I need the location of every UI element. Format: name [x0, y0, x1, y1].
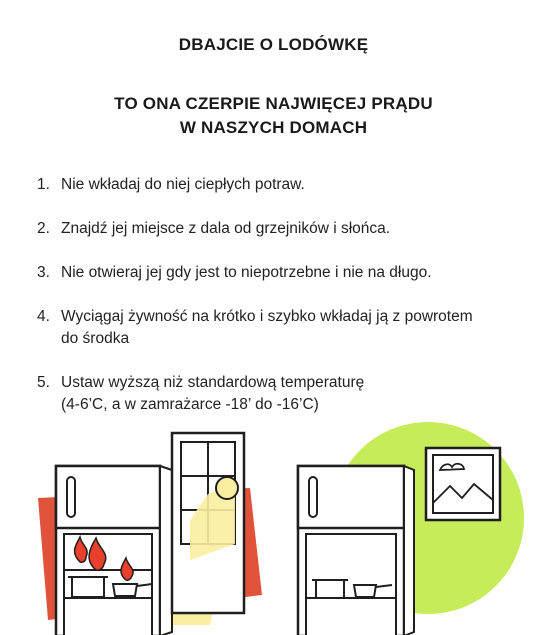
tip-text: Ustaw wyższą niż standardową temperaturę (4-6’C, a w zamrażarce -18’ do -16’C) — [61, 374, 365, 413]
landscape-picture-icon — [426, 448, 500, 520]
tip-number: 3. — [37, 264, 50, 281]
tip-item — [37, 262, 517, 284]
red-block — [38, 488, 262, 620]
tip-number: 1. — [37, 176, 50, 193]
tip-item — [37, 174, 517, 196]
subtitle-line-2: W NASZYCH DOMACH — [179, 118, 368, 137]
page-subtitle — [0, 92, 547, 140]
tip-item — [37, 218, 517, 240]
green-circle — [332, 422, 524, 614]
fridge-open-hot-food-icon — [38, 466, 262, 635]
tip-item — [37, 306, 517, 350]
subtitle-line-1: TO ONA CZERPIE NAJWIĘCEJ PRĄDU — [114, 94, 433, 113]
tip-text: Wyciągaj żywność na krótko i szybko wkładaj ją z powrotem do środka — [61, 308, 473, 347]
flame-icon — [75, 537, 134, 580]
page-title: DBAJCIE O LODÓWKĘ — [178, 35, 369, 54]
tip-text: Nie otwieraj jej gdy jest to niepotrzebne i nie na długo. — [61, 264, 432, 281]
sun-icon — [216, 477, 238, 499]
tip-number: 5. — [37, 374, 50, 391]
window-sun-icon — [172, 433, 244, 613]
tips-list — [37, 174, 517, 438]
tip-number: 2. — [37, 220, 50, 237]
fridge-open-icon — [298, 422, 524, 635]
sun-beam — [170, 478, 240, 625]
tip-text: Nie wkładaj do niej ciepłych potraw. — [61, 176, 305, 193]
tip-number: 4. — [37, 308, 50, 325]
tip-item — [37, 372, 517, 416]
tip-text: Znajdź jej miejsce z dala od grzejników i słońca. — [61, 220, 391, 237]
